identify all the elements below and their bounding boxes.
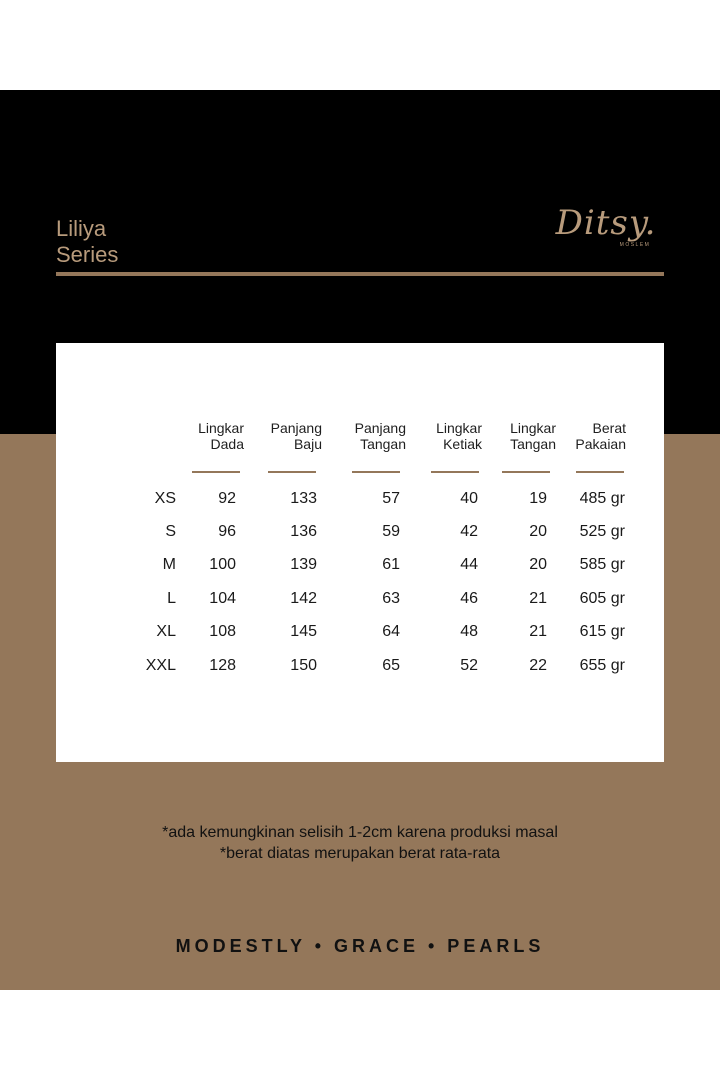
- cell-panjang-baju: 133: [290, 490, 317, 507]
- cell-panjang-tangan: 59: [382, 523, 400, 540]
- column-header-line1: Lingkar: [510, 420, 556, 436]
- table-row: [56, 588, 664, 610]
- column-header-line2: Ketiak: [443, 436, 482, 452]
- column-underline: [431, 471, 479, 473]
- cell-berat-pakaian: 485 gr: [579, 490, 625, 507]
- header-divider: [56, 272, 664, 276]
- table-row: [56, 488, 664, 510]
- cell-berat-pakaian: 585 gr: [579, 556, 625, 573]
- column-header-line1: Lingkar: [198, 420, 244, 436]
- column-underline: [502, 471, 550, 473]
- brand-logo-subtext: MOSLEM: [619, 242, 651, 248]
- column-underline: [576, 471, 624, 473]
- column-header-panjang-tangan: [340, 420, 406, 452]
- cell-lingkar-ketiak: 40: [460, 490, 478, 507]
- cell-lingkar-ketiak: 52: [460, 657, 478, 674]
- table-row: [56, 621, 664, 643]
- column-header-panjang-baju: [256, 420, 322, 452]
- footnote-tolerance: *ada kemungkinan selisih 1-2cm karena produksi masal: [162, 824, 558, 841]
- size-label: L: [167, 590, 176, 607]
- cell-lingkar-tangan: 21: [529, 623, 547, 640]
- footnotes: [0, 822, 720, 864]
- size-label: S: [165, 523, 176, 540]
- series-title-line2: Series: [56, 242, 119, 267]
- size-chart-card: [56, 343, 664, 762]
- column-header-berat-pakaian: [560, 420, 626, 452]
- size-label: M: [162, 556, 176, 573]
- cell-panjang-baju: 136: [290, 523, 317, 540]
- cell-lingkar-dada: 104: [209, 590, 236, 607]
- column-header-line1: Panjang: [354, 420, 406, 436]
- cell-lingkar-ketiak: 42: [460, 523, 478, 540]
- column-header-line2: Tangan: [360, 436, 406, 452]
- brand-logo: [545, 200, 667, 260]
- cell-panjang-tangan: 65: [382, 657, 400, 674]
- cell-lingkar-dada: 128: [209, 657, 236, 674]
- cell-lingkar-dada: 100: [209, 556, 236, 573]
- cell-lingkar-tangan: 20: [529, 523, 547, 540]
- cell-panjang-tangan: 63: [382, 590, 400, 607]
- cell-lingkar-tangan: 22: [529, 657, 547, 674]
- brand-logo-script: Ditsy.: [555, 203, 657, 243]
- cell-berat-pakaian: 655 gr: [579, 657, 625, 674]
- column-header-line2: Dada: [210, 436, 244, 452]
- cell-lingkar-tangan: 21: [529, 590, 547, 607]
- table-row: [56, 554, 664, 576]
- brand-tagline: MODESTLY • GRACE • PEARLS: [175, 936, 545, 956]
- series-title: [56, 216, 118, 268]
- column-header-line2: Baju: [293, 436, 322, 452]
- cell-lingkar-dada: 96: [218, 523, 236, 540]
- size-label: XL: [156, 623, 176, 640]
- cell-panjang-baju: 142: [290, 590, 317, 607]
- cell-lingkar-tangan: 20: [529, 556, 547, 573]
- column-header-line1: Lingkar: [436, 420, 482, 436]
- column-header-line1: Panjang: [270, 420, 322, 436]
- cell-berat-pakaian: 605 gr: [579, 590, 625, 607]
- cell-panjang-baju: 150: [290, 657, 317, 674]
- table-row: [56, 521, 664, 543]
- cell-panjang-tangan: 64: [382, 623, 400, 640]
- series-title-line1: Liliya: [56, 216, 107, 241]
- column-underline: [192, 471, 240, 473]
- column-header-line1: Berat: [592, 420, 626, 436]
- column-header-line2: Pakaian: [575, 436, 626, 452]
- cell-berat-pakaian: 615 gr: [579, 623, 625, 640]
- cell-berat-pakaian: 525 gr: [579, 523, 625, 540]
- cell-panjang-baju: 139: [290, 556, 317, 573]
- column-header-lingkar-tangan: [490, 420, 556, 452]
- cell-panjang-tangan: 61: [382, 556, 400, 573]
- cell-lingkar-tangan: 19: [529, 490, 547, 507]
- column-header-lingkar-ketiak: [420, 420, 482, 452]
- footnote-weight: *berat diatas merupakan berat rata-rata: [219, 845, 501, 862]
- size-label: XS: [154, 490, 176, 507]
- column-underline: [352, 471, 400, 473]
- column-header-line2: Tangan: [510, 436, 556, 452]
- cell-panjang-tangan: 57: [382, 490, 400, 507]
- cell-lingkar-dada: 92: [218, 490, 236, 507]
- cell-panjang-baju: 145: [290, 623, 317, 640]
- cell-lingkar-dada: 108: [209, 623, 236, 640]
- column-underline: [268, 471, 316, 473]
- cell-lingkar-ketiak: 46: [460, 590, 478, 607]
- size-label: XXL: [145, 657, 176, 674]
- cell-lingkar-ketiak: 48: [460, 623, 478, 640]
- column-header-lingkar-dada: [182, 420, 244, 452]
- table-row: [56, 655, 664, 677]
- cell-lingkar-ketiak: 44: [460, 556, 478, 573]
